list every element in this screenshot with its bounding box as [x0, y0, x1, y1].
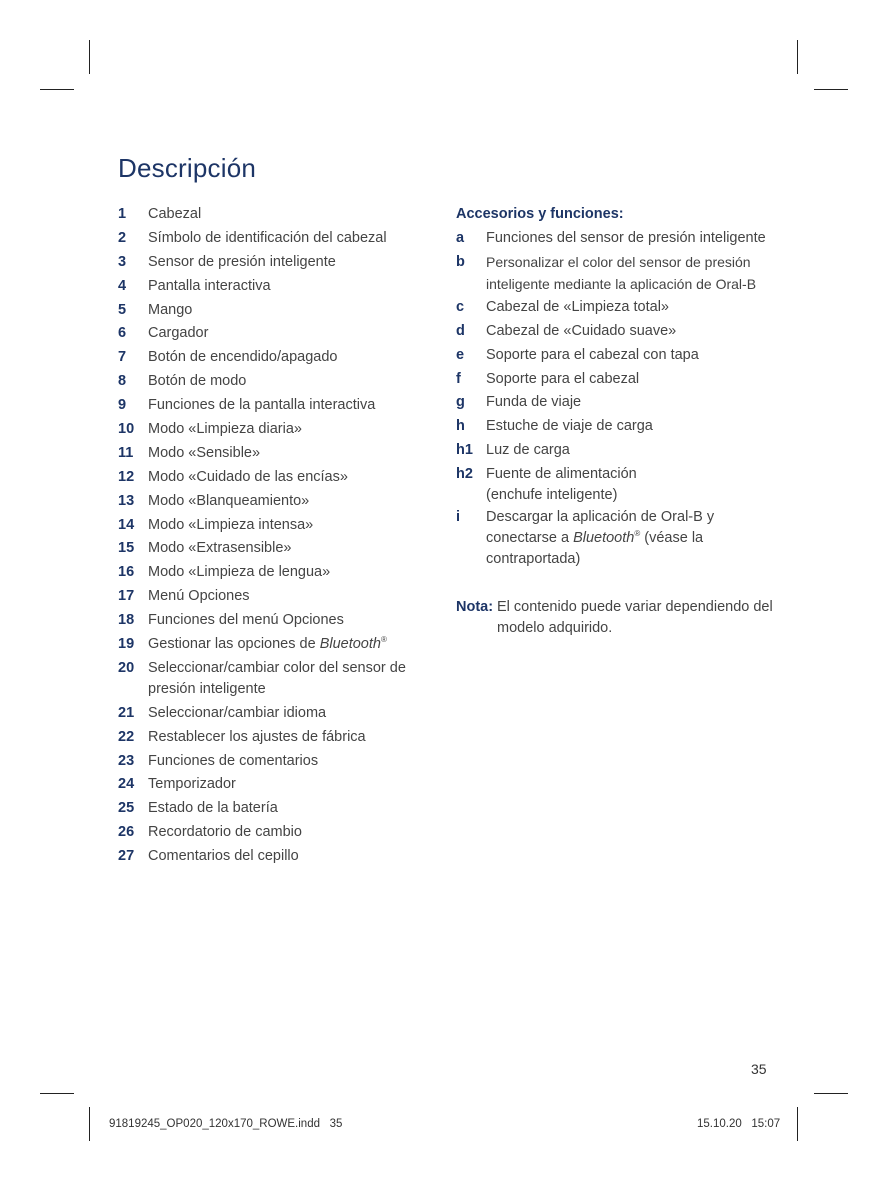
item-number: 15	[118, 540, 135, 557]
list-item	[118, 395, 428, 416]
crop-mark	[814, 89, 848, 90]
crop-mark	[797, 1107, 798, 1141]
list-item	[118, 727, 428, 748]
list-item	[118, 276, 428, 297]
item-text: Personalizar el color del sensor de presión inteligente mediante la aplicación de Oral-B	[486, 253, 757, 292]
item-text: Fuente de alimentación	[486, 466, 637, 483]
item-letter: e	[456, 346, 465, 363]
list-item	[118, 347, 428, 368]
item-text: Símbolo de identificación del cabezal	[148, 229, 387, 246]
parts-list	[118, 204, 428, 870]
crop-mark	[89, 1107, 90, 1141]
list-item	[118, 562, 428, 583]
crop-mark	[797, 40, 798, 74]
page-title: Descripción	[118, 153, 257, 184]
crop-mark	[40, 1093, 74, 1094]
bluetooth-brand: Bluetooth	[319, 636, 381, 653]
list-item	[456, 416, 786, 437]
list-item	[118, 610, 428, 631]
item-text: Funciones del menú Opciones	[148, 612, 344, 629]
item-letter: h	[456, 418, 465, 435]
item-number: 1	[118, 206, 127, 222]
item-letter: f	[456, 370, 461, 387]
list-item	[456, 440, 786, 461]
item-number: 14	[118, 516, 135, 533]
list-item	[118, 658, 428, 700]
accessories-list	[456, 228, 786, 573]
item-number: 12	[118, 468, 135, 485]
item-number: 11	[118, 444, 134, 461]
list-item	[118, 586, 428, 607]
list-item	[118, 846, 428, 867]
list-item	[118, 204, 428, 225]
item-text: Sensor de presión inteligente	[148, 253, 336, 270]
list-item	[118, 822, 428, 843]
item-number: 2	[118, 229, 127, 246]
item-number: 4	[118, 277, 127, 294]
item-text: Cargador	[148, 325, 209, 342]
crop-mark	[814, 1093, 848, 1094]
item-text: Modo «Cuidado de las encías»	[148, 468, 348, 485]
item-text: Modo «Extrasensible»	[148, 540, 292, 557]
item-text: Cabezal de «Limpieza total»	[486, 298, 669, 315]
list-item	[118, 371, 428, 392]
item-text: Gestionar las opciones de	[148, 636, 316, 653]
list-item	[456, 392, 786, 413]
item-text: Seleccionar/cambiar idioma	[148, 704, 327, 721]
footer-file: 91819245_OP020_120x170_ROWE.indd 35	[109, 1118, 343, 1130]
list-item	[118, 751, 428, 772]
note-text: El contenido puede variar dependiendo del modelo adquirido.	[497, 599, 773, 636]
list-item	[456, 464, 786, 506]
item-text: Cabezal	[148, 206, 202, 222]
page-number: 35	[751, 1061, 767, 1077]
item-number: 17	[118, 588, 135, 605]
item-letter: a	[456, 230, 465, 246]
list-item	[456, 369, 786, 390]
item-letter: c	[456, 298, 465, 315]
item-number: 16	[118, 564, 135, 581]
item-letter: g	[456, 394, 465, 411]
accessories-heading: Accesorios y funciones:	[456, 206, 624, 222]
item-number: 5	[118, 301, 127, 318]
list-item	[456, 507, 786, 570]
item-number: 13	[118, 492, 135, 509]
item-text: Comentarios del cepillo	[148, 848, 299, 865]
crop-mark	[40, 89, 74, 90]
item-text: Estado de la batería	[148, 800, 278, 817]
crop-mark	[89, 40, 90, 74]
item-text: Funciones de comentarios	[148, 752, 319, 769]
item-text: Luz de carga	[486, 442, 570, 459]
list-item	[456, 297, 786, 318]
registered-mark: ®	[634, 529, 641, 539]
item-number: 10	[118, 421, 135, 438]
item-text: Modo «Limpieza intensa»	[148, 516, 314, 533]
item-letter: b	[456, 253, 465, 270]
list-item	[118, 300, 428, 321]
item-text: Funda de viaje	[486, 394, 582, 411]
item-text-after: (véase la contraportada)	[486, 530, 704, 568]
item-text: Modo «Blanqueamiento»	[148, 492, 310, 509]
item-text: Menú Opciones	[148, 588, 250, 605]
item-text: Descargar la aplicación de Oral-B y conectarse a	[486, 509, 715, 547]
item-number: 7	[118, 349, 127, 366]
item-letter: h2	[456, 466, 473, 483]
list-item	[118, 634, 428, 655]
item-text: Temporizador	[148, 776, 236, 793]
list-item	[456, 345, 786, 366]
footer-date: 15.10.20 15:07	[697, 1118, 781, 1130]
item-letter: h1	[456, 442, 473, 459]
list-item	[456, 252, 786, 296]
list-item	[118, 538, 428, 559]
item-number: 27	[118, 848, 135, 865]
item-text: Funciones del sensor de presión inteligente	[486, 230, 766, 246]
item-number: 23	[118, 752, 135, 769]
item-text: Funciones de la pantalla interactiva	[148, 397, 376, 414]
item-text: Botón de encendido/apagado	[148, 349, 338, 366]
item-number: 19	[118, 636, 135, 653]
list-item	[118, 323, 428, 344]
item-number: 24	[118, 776, 135, 793]
item-number: 21	[118, 704, 135, 721]
item-letter: d	[456, 322, 465, 339]
list-item	[118, 515, 428, 536]
item-number: 3	[118, 253, 127, 270]
item-text: Modo «Sensible»	[148, 444, 261, 461]
item-number: 25	[118, 800, 135, 817]
item-text: Soporte para el cabezal con tapa	[486, 346, 699, 363]
item-text: Pantalla interactiva	[148, 277, 271, 294]
list-item	[456, 321, 786, 342]
list-item	[118, 228, 428, 249]
list-item	[118, 703, 428, 724]
item-text: Estuche de viaje de carga	[486, 418, 653, 435]
item-text: Restablecer los ajustes de fábrica	[148, 728, 366, 745]
registered-mark: ®	[380, 635, 387, 645]
list-item	[118, 419, 428, 440]
list-item	[118, 798, 428, 819]
item-number: 8	[118, 373, 127, 390]
item-text: Botón de modo	[148, 373, 247, 390]
note	[456, 597, 786, 639]
bluetooth-brand: Bluetooth	[573, 530, 635, 547]
item-text: Cabezal de «Cuidado suave»	[486, 322, 677, 339]
list-item	[118, 252, 428, 273]
list-item	[118, 774, 428, 795]
list-item	[456, 228, 786, 249]
item-letter: i	[456, 509, 461, 526]
item-number: 6	[118, 325, 127, 342]
item-text: Recordatorio de cambio	[148, 824, 302, 841]
item-number: 22	[118, 728, 135, 745]
list-item	[118, 491, 428, 512]
item-text: Modo «Limpieza diaria»	[148, 421, 302, 438]
item-text: Mango	[148, 301, 193, 318]
item-number: 20	[118, 659, 135, 676]
item-number: 18	[118, 612, 135, 629]
item-number: 26	[118, 824, 135, 841]
item-text: Soporte para el cabezal	[486, 370, 640, 387]
note-label: Nota:	[456, 599, 494, 615]
list-item	[118, 467, 428, 488]
item-text: Seleccionar/cambiar color del sensor de presión inteligente	[148, 659, 406, 697]
item-number: 9	[118, 397, 127, 414]
item-text-line2: (enchufe inteligente)	[486, 487, 618, 504]
item-text: Modo «Limpieza de lengua»	[148, 564, 331, 581]
list-item	[118, 443, 428, 464]
